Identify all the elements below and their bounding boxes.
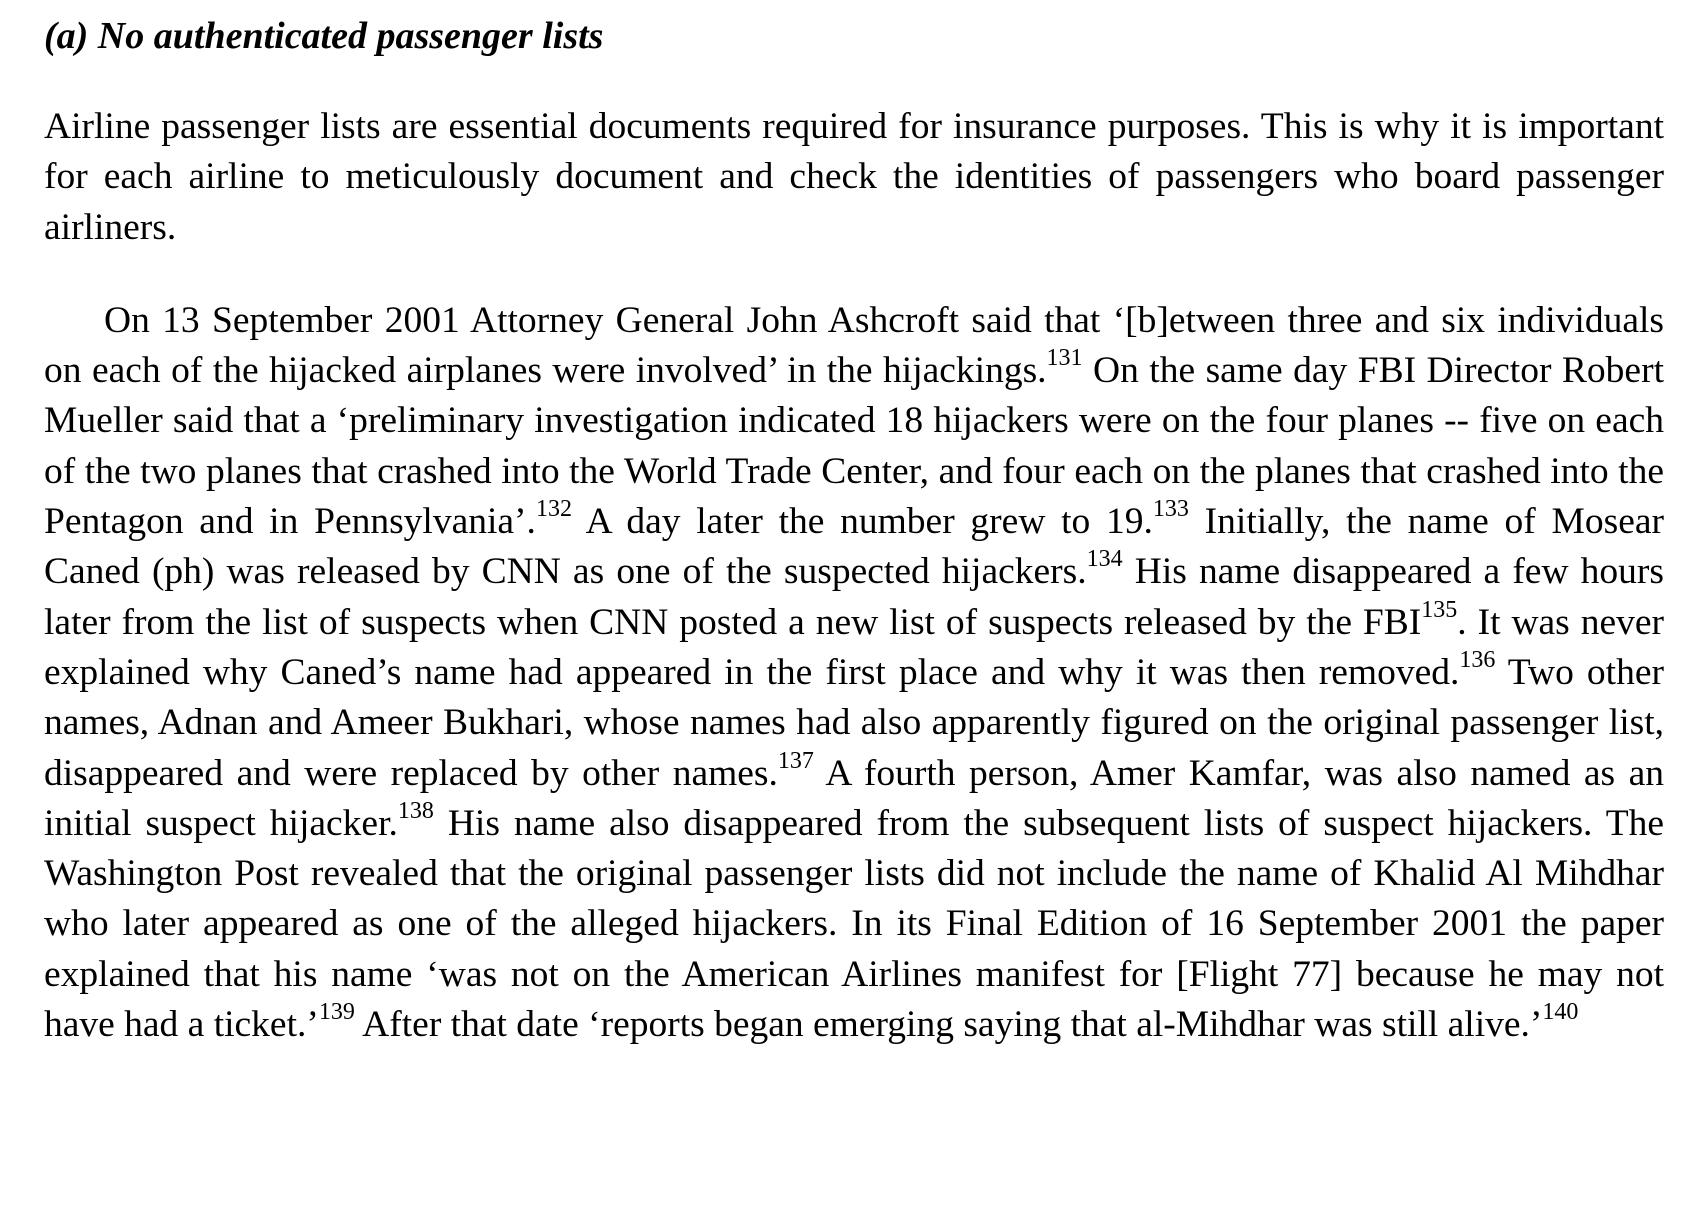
- paragraph-text: A fourth person, Amer Kamfar, was also named as an initial suspect hijacker.: [44, 752, 1664, 844]
- paragraph-text: His name also disappeared from the subsequent lists of suspect hijackers. The Washington Post revealed that the original passenger lists did not include the name of Khalid Al Mihdhar who later appeared as one of the alleged hijackers. In its Final Edition of 16 September 2001 the paper explained that his name ‘was not on the American Airlines manifest for [Flight 77] because he may not have had a ticket.’: [44, 802, 1664, 1046]
- footnote-reference[interactable]: 135: [1421, 596, 1458, 623]
- footnote-reference[interactable]: 140: [1542, 999, 1579, 1026]
- paragraph-text: Two other names, Adnan and Ameer Bukhari, whose names had also apparently figured on the original passenger list, disappeared and were replaced by other names.: [44, 651, 1664, 794]
- footnote-reference[interactable]: 131: [1046, 345, 1083, 372]
- body-paragraph: [44, 102, 1664, 253]
- paragraph-text: Airline passenger lists are essential documents required for insurance purposes. This is why it is important for each airline to meticulously document and check the identities of passengers who board passenger airliners.: [44, 106, 1664, 248]
- document-page: [44, 10, 1664, 1050]
- footnote-reference[interactable]: 139: [318, 999, 355, 1026]
- footnote-reference[interactable]: 132: [535, 496, 572, 523]
- footnote-reference[interactable]: 136: [1459, 646, 1496, 673]
- footnote-reference[interactable]: 137: [777, 747, 814, 774]
- body-paragraph: [44, 296, 1664, 1050]
- footnote-reference[interactable]: 134: [1086, 546, 1123, 573]
- paragraph-text: . It was never explained why Caned’s name had appeared in the first place and why it was then removed.: [44, 601, 1664, 693]
- paragraph-text: Initially, the name of Mosear Caned (ph) was released by CNN as one of the suspected hijackers.: [44, 501, 1664, 593]
- section-heading: (a) No authenticated passenger lists: [44, 15, 604, 57]
- paragraph-text: After that date ‘reports began emerging saying that al-Mihdhar was still alive.’: [354, 1004, 1543, 1046]
- paragraph-text: A day later the number grew to 19.: [571, 501, 1153, 543]
- body-text: [44, 102, 1664, 1050]
- paragraph-text: His name disappeared a few hours later from the list of suspects when CNN posted a new list of suspects released by the FBI: [44, 551, 1664, 643]
- footnote-reference[interactable]: 133: [1152, 496, 1189, 523]
- paragraph-text: On 13 September 2001 Attorney General John Ashcroft said that ‘[b]etween three and six individuals on each of the hijacked airplanes were involved’ in the hijackings.: [44, 299, 1664, 392]
- footnote-reference[interactable]: 138: [397, 797, 434, 824]
- paragraph-text: On the same day FBI Director Robert Mueller said that a ‘preliminary investigation indicated 18 hijackers were on the four planes -- five on each of the two planes that crashed into the World Trade Center, and four each on the planes that crashed into the Pentagon and in Pennsylvania’.: [44, 350, 1664, 543]
